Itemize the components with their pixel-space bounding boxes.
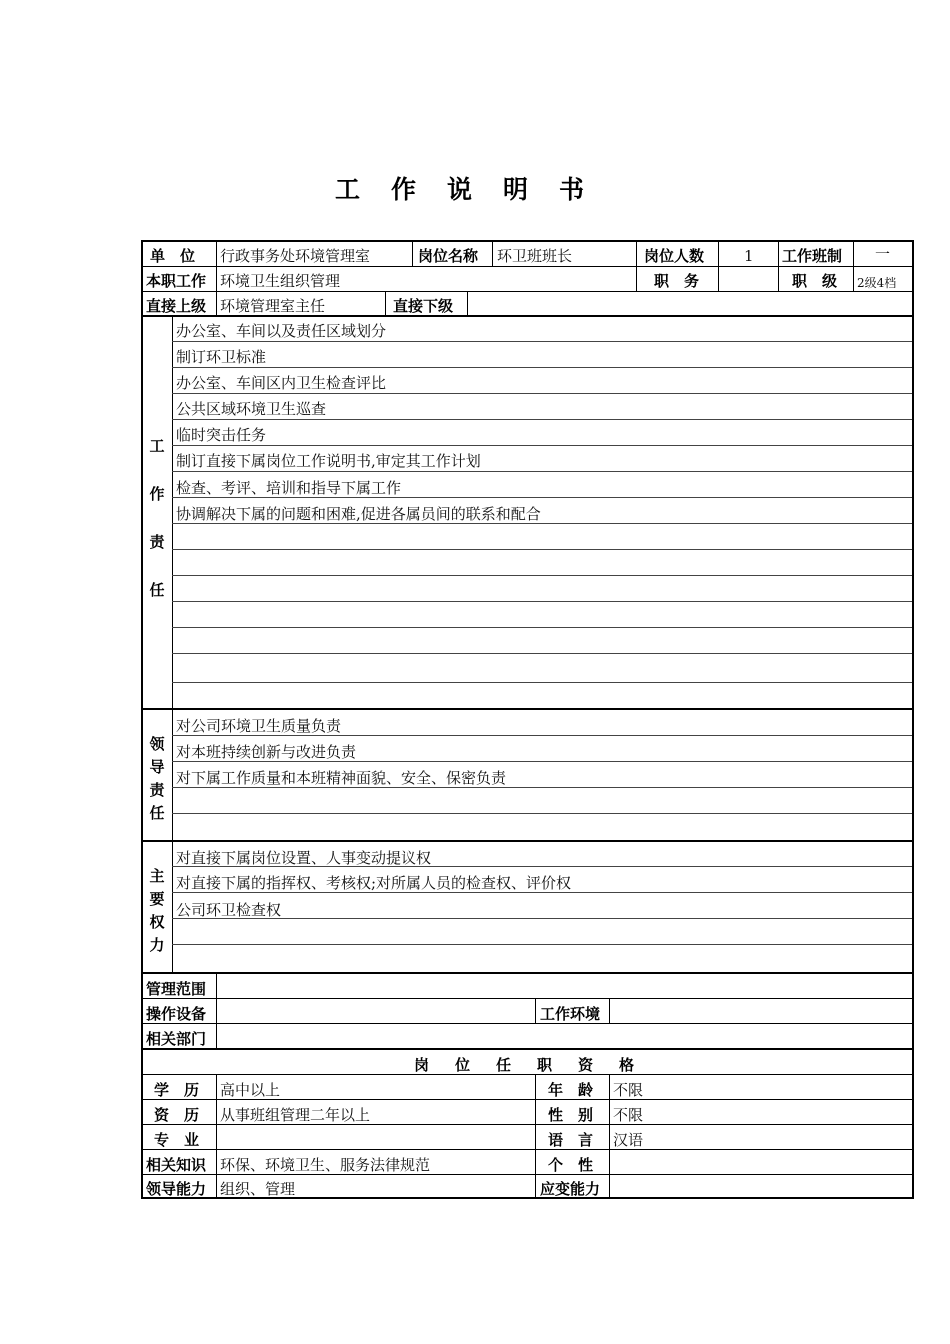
- unit-value: 行政事务处环境管理室: [220, 247, 371, 265]
- work-duties-label: 工 作 责 任: [149, 437, 165, 599]
- dept-label: 相关部门: [146, 1030, 207, 1048]
- gender-value: 不限: [613, 1106, 644, 1124]
- scope-label: 管理范围: [146, 980, 207, 998]
- shift-value: 一: [875, 245, 891, 263]
- qualifications-heading: 岗位任职资格: [414, 1056, 661, 1074]
- work-duty-item: 协调解决下属的问题和困难,促进各属员间的联系和配合: [176, 505, 541, 523]
- subordinate-label: 直接下级: [393, 297, 454, 315]
- work-duty-item: 制订直接下属岗位工作说明书,审定其工作计划: [176, 452, 481, 470]
- lead-duty-item: 对公司环境卫生质量负责: [176, 717, 342, 735]
- work-duty-item: 办公室、车间区内卫生检查评比: [176, 374, 387, 392]
- education-label: 学 历: [154, 1081, 200, 1099]
- knowledge-value: 环保、环境卫生、服务法律规范: [220, 1156, 431, 1174]
- environment-label: 工作环境: [540, 1005, 601, 1023]
- main-power-item: 对直接下属的指挥权、考核权;对所属人员的检查权、评价权: [176, 874, 572, 892]
- post-name-label: 岗位名称: [418, 247, 479, 265]
- main-power-item: 公司环卫检查权: [176, 901, 282, 919]
- job-value: 环境卫生组织管理: [220, 272, 341, 290]
- grade-value: 2级4档: [857, 276, 897, 290]
- grade-label: 职 级: [792, 272, 838, 290]
- post-name-value: 环卫班班长: [497, 247, 573, 265]
- work-duty-item: 办公室、车间以及责任区域划分: [176, 322, 387, 340]
- age-value: 不限: [613, 1081, 644, 1099]
- work-duty-item: 制订环卫标准: [176, 348, 267, 366]
- experience-value: 从事班组管理二年以上: [220, 1106, 371, 1124]
- duty-label: 职 务: [654, 272, 700, 290]
- language-label: 语 言: [548, 1131, 594, 1149]
- major-label: 专 业: [154, 1131, 200, 1149]
- headcount-value: 1: [744, 247, 754, 265]
- language-value: 汉语: [613, 1131, 644, 1149]
- experience-label: 资 历: [154, 1106, 200, 1124]
- unit-label: 单 位: [150, 247, 196, 265]
- age-label: 年 龄: [548, 1081, 594, 1099]
- lead-duty-item: 对本班持续创新与改进负责: [176, 743, 357, 761]
- education-value: 高中以上: [220, 1081, 281, 1099]
- lead-duties-label: 领 导 责 任: [149, 735, 165, 822]
- shift-label: 工作班制: [782, 247, 843, 265]
- leadership-value: 组织、管理: [220, 1180, 296, 1198]
- gender-label: 性 别: [548, 1106, 594, 1124]
- adaptability-label: 应变能力: [540, 1180, 601, 1198]
- equipment-label: 操作设备: [146, 1005, 207, 1023]
- work-duty-item: 公共区域环境卫生巡查: [176, 400, 327, 418]
- main-powers-label: 主 要 权 力: [149, 867, 165, 954]
- work-duty-item: 检查、考评、培训和指导下属工作: [176, 479, 402, 497]
- misc-frame: [141, 972, 914, 1050]
- knowledge-label: 相关知识: [146, 1156, 207, 1174]
- lead-duty-item: 对下属工作质量和本班精神面貌、安全、保密负责: [176, 769, 507, 787]
- job-label: 本职工作: [146, 272, 207, 290]
- main-power-item: 对直接下属岗位设置、人事变动提议权: [176, 849, 432, 867]
- page-title: 工作说明书: [334, 175, 615, 204]
- work-duty-item: 临时突击任务: [176, 426, 267, 444]
- superior-value: 环境管理室主任: [220, 297, 326, 315]
- headcount-label: 岗位人数: [644, 247, 705, 265]
- personality-label: 个 性: [548, 1156, 594, 1174]
- leadership-label: 领导能力: [146, 1180, 207, 1198]
- superior-label: 直接上级: [146, 297, 207, 315]
